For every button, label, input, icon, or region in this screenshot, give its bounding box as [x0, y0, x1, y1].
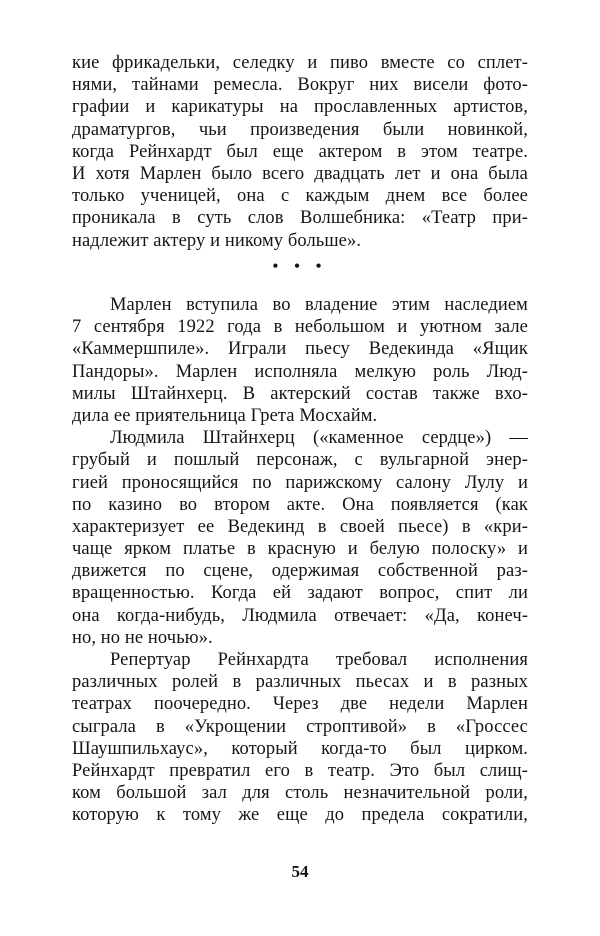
text-line: театрах поочередно. Через две недели Марлен — [72, 694, 528, 715]
text-line: Марлен вступила во владение этим наследием — [110, 295, 528, 315]
text-line: характеризует ее Ведекинд в своей пьесе) в «кри- — [72, 516, 528, 537]
text-line: ком большой зал для столь незначительной роли, — [72, 783, 528, 804]
text-line: она когда-нибудь, Людмила отвечает: «Да, конеч- — [72, 605, 528, 626]
text-line: различных ролей в различных пьесах и в разных — [72, 672, 528, 693]
text-line: гией проносящийся по парижскому салону Лулу и — [72, 472, 528, 493]
text-line: драматургов, чьи произведения были новинкой, — [72, 119, 528, 140]
text-line: которую к тому же еще до предела сократили, — [72, 805, 528, 826]
text-line: проникала в суть слов Волшебника: «Театр при- — [72, 208, 528, 229]
text-line: по казино во втором акте. Она появляется (как — [72, 494, 528, 515]
text-line: Пандоры». Марлен исполняла мелкую роль Люд- — [72, 361, 528, 382]
text-line: «Каммершпиле». Играли пьесу Ведекинда «Ящик — [72, 339, 528, 360]
text-line: когда Рейнхардт был еще актером в этом театре. — [72, 141, 528, 162]
text-line: надлежит актеру и никому больше». — [72, 230, 362, 251]
text-line: дила ее приятельница Грета Мосхайм. — [72, 405, 378, 426]
body-text — [72, 294, 528, 827]
text-line: милы Штайнхерц. В актерский состав также вхо- — [72, 383, 528, 404]
text-line: движется по сцене, одержимая собственной раз- — [72, 561, 528, 582]
section-break: • • • — [272, 258, 328, 275]
text-line: чаще ярком платье в красную и белую полоску» и — [72, 539, 528, 560]
text-line: Репертуар Рейнхардта требовал исполнения — [110, 650, 528, 670]
paragraph-continued — [72, 52, 528, 252]
page-number: 54 — [291, 862, 309, 881]
text-line: Шаушпильхаус», который когда-то был цирком. — [72, 738, 528, 759]
text-line: кие фрикадельки, селедку и пиво вместе со сплет- — [72, 53, 528, 73]
text-line: только ученицей, она с каждым днем все более — [72, 186, 528, 207]
text-line: И хотя Марлен было всего двадцать лет и она была — [72, 163, 528, 184]
text-line: грубый и пошлый персонаж, с вульгарной энер- — [72, 450, 528, 471]
text-line: графии и карикатуры на прославленных артистов, — [72, 97, 528, 118]
text-line: Рейнхардт превратил его в театр. Это был слищ- — [72, 760, 528, 781]
text-line: но, но не ночью». — [72, 627, 213, 648]
text-line: 7 сентября 1922 года в небольшом и уютном зале — [72, 317, 528, 338]
text-line: вращенностью. Когда ей задают вопрос, спит ли — [72, 583, 528, 604]
text-line: сыграла в «Укрощении строптивой» в «Гроссес — [72, 716, 528, 737]
text-line: нями, тайнами ремесла. Вокруг них висели фото- — [72, 75, 528, 96]
text-line: Людмила Штайнхерц («каменное сердце») — — [110, 428, 528, 449]
